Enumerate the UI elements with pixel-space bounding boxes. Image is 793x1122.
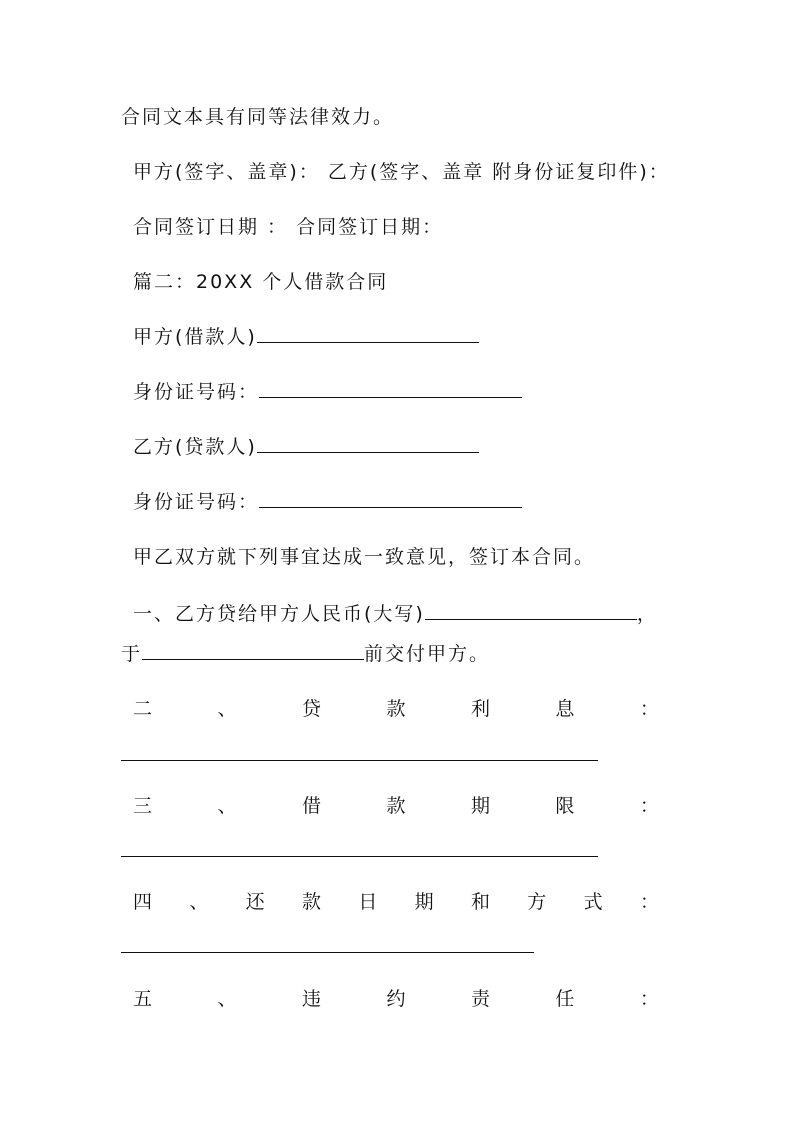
char: 式 <box>583 891 603 913</box>
clause-1-cont-line <box>121 641 661 667</box>
char: 三 <box>133 795 153 817</box>
amount-blank <box>425 601 637 620</box>
section-title <box>133 269 673 295</box>
char: ： <box>639 891 659 913</box>
text-lender-label: 乙方(贷款人) <box>133 436 257 458</box>
char: ： <box>639 988 659 1010</box>
text-sign-dates: 合同签订日期 ： 合同签订日期： <box>133 216 444 238</box>
char: 利 <box>470 698 490 720</box>
char: 、 <box>217 698 237 720</box>
borrower-line <box>133 324 673 350</box>
text-line <box>121 104 661 130</box>
lender-blank <box>257 434 479 453</box>
char: 四 <box>133 891 153 913</box>
clause-3-blank <box>121 856 598 857</box>
char: ： <box>639 795 659 817</box>
char: 还 <box>245 891 265 913</box>
char: 借 <box>301 795 321 817</box>
char: 款 <box>301 891 321 913</box>
clause-4-heading <box>133 889 659 915</box>
char: ： <box>639 698 659 720</box>
char: 二 <box>133 698 153 720</box>
char: 期 <box>414 891 434 913</box>
char: 约 <box>386 988 406 1010</box>
char: 违 <box>301 988 321 1010</box>
signature-line <box>133 159 673 185</box>
char: 、 <box>217 988 237 1010</box>
char: 任 <box>555 988 575 1010</box>
borrower-id-blank <box>259 379 522 398</box>
clause-3-heading <box>133 793 659 819</box>
char: 日 <box>358 891 378 913</box>
clause-2-heading <box>133 696 659 722</box>
text-signatures: 甲方(签字、盖章)： 乙方(签字、盖章 附身份证复印件)： <box>133 161 670 183</box>
char: 五 <box>133 988 153 1010</box>
char: 、 <box>217 795 237 817</box>
text-agreement: 甲乙双方就下列事宜达成一致意见，签订本合同。 <box>133 546 596 568</box>
char: 方 <box>527 891 547 913</box>
text-at: 于 <box>121 643 143 665</box>
char: 限 <box>555 795 575 817</box>
lender-line <box>133 434 673 460</box>
clause-4-blank <box>121 952 534 953</box>
date-line <box>133 214 673 240</box>
lender-id-blank <box>259 489 522 508</box>
text-clause-1: 一、乙方贷给甲方人民币(大写) <box>133 603 425 625</box>
char: 和 <box>470 891 490 913</box>
text-deliver: 前交付甲方。 <box>364 643 491 665</box>
clause-2-blank <box>121 760 598 761</box>
text-equal-validity: 合同文本具有同等法律效力。 <box>121 106 395 128</box>
char: 、 <box>189 891 209 913</box>
char: 贷 <box>301 698 321 720</box>
text-id-label: 身份证号码： <box>133 381 260 403</box>
agreement-line <box>133 544 673 570</box>
text-comma: ， <box>636 603 658 625</box>
char: 责 <box>470 988 490 1010</box>
borrower-blank <box>257 324 479 343</box>
lender-id-line <box>133 489 673 515</box>
char: 期 <box>470 795 490 817</box>
text-section-title: 篇二：20XX 个人借款合同 <box>133 271 389 293</box>
text-id-label-2: 身份证号码： <box>133 491 260 513</box>
char: 款 <box>386 795 406 817</box>
clause-1-line <box>133 601 673 627</box>
char: 息 <box>555 698 575 720</box>
clause-5-heading <box>133 986 659 1012</box>
date-blank <box>142 641 364 660</box>
borrower-id-line <box>133 379 673 405</box>
text-borrower-label: 甲方(借款人) <box>133 326 257 348</box>
char: 款 <box>386 698 406 720</box>
